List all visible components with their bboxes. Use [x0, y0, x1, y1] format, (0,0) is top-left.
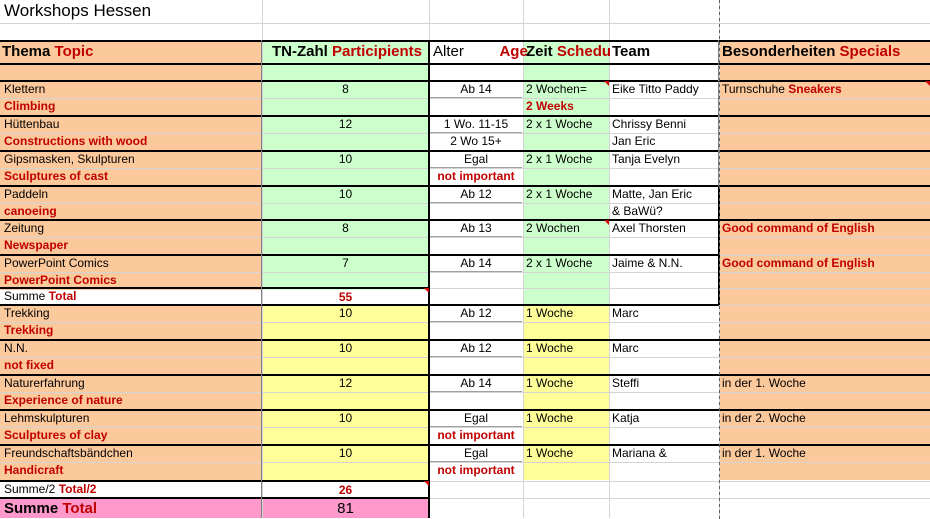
- page-break-line: [719, 330, 720, 333]
- time-value: 1 Woche: [526, 306, 574, 320]
- page-break-line: [719, 390, 720, 393]
- page-break-line: [719, 378, 720, 381]
- page-break-line: [719, 108, 720, 111]
- special-en: Sneakers: [784, 82, 842, 96]
- special-value: [722, 446, 928, 462]
- header-de: Alter: [433, 43, 464, 60]
- page-break-line: [719, 288, 720, 291]
- page-break-line: [719, 342, 720, 345]
- page-break-line: [719, 438, 720, 441]
- page-break-line: [719, 216, 720, 219]
- page-break-line: [719, 192, 720, 195]
- time-value: 2 Wochen=: [526, 82, 587, 96]
- page-break-line: [719, 204, 720, 207]
- special-value: [722, 221, 928, 237]
- grand-total-value: 81: [337, 500, 354, 517]
- page-break-line: [719, 96, 720, 99]
- team-value: Chrissy Benni: [612, 117, 687, 131]
- page-break-line: [719, 336, 720, 339]
- page-break-line: [719, 114, 720, 117]
- page-break-line: [719, 54, 720, 57]
- page-break-line: [719, 420, 720, 423]
- age-value: Ab 12: [460, 306, 492, 320]
- total-value: 26: [338, 483, 353, 497]
- page-break-line: [719, 264, 720, 267]
- page-break-line: [719, 234, 720, 237]
- page-break-line: [719, 294, 720, 297]
- participants-count: 12: [338, 117, 353, 131]
- age-value: Egal: [463, 152, 489, 166]
- page-break-line: [719, 150, 720, 153]
- spacer-fill: [0, 64, 262, 81]
- page-break-line: [719, 222, 720, 225]
- topic-de: Hüttenbau: [4, 117, 60, 131]
- comment-indicator-icon[interactable]: [424, 481, 429, 486]
- time-value: 2 x 1 Woche: [526, 187, 593, 201]
- sheet-title: Workshops Hessen: [4, 1, 152, 20]
- page-break-line: [719, 282, 720, 285]
- team-value: Matte, Jan Eric: [612, 187, 693, 201]
- grand-total-label-cell: [4, 499, 260, 518]
- header-cell: [722, 42, 928, 62]
- time-value: 2 x 1 Woche: [526, 152, 593, 166]
- team-value: Steffi: [612, 376, 640, 390]
- page-break-line: [719, 12, 720, 15]
- page-break-line: [719, 462, 720, 465]
- page-break-line: [719, 66, 720, 69]
- page-break-line: [719, 36, 720, 39]
- page-break-line: [719, 18, 720, 21]
- header-cell: [526, 42, 612, 62]
- page-break-line: [719, 432, 720, 435]
- header-de: Besonderheiten: [722, 43, 836, 60]
- header-en: Schedu: [552, 43, 612, 60]
- page-break-line: [719, 384, 720, 387]
- page-break-line: [719, 120, 720, 123]
- page-break-line: [719, 186, 720, 189]
- age-value: Egal: [463, 411, 489, 425]
- page-break-line: [719, 6, 720, 9]
- total-label-cell: [4, 482, 260, 497]
- special-de: in der 1. Woche: [722, 376, 806, 390]
- comment-indicator-icon[interactable]: [424, 288, 429, 293]
- topic-de: Gipsmasken, Skulpturen: [4, 152, 135, 166]
- page-break-line: [719, 504, 720, 507]
- time-value: 1 Woche: [526, 376, 574, 390]
- header-de: Zeit: [526, 43, 553, 60]
- topic-de: Lehmskulpturen: [4, 411, 90, 425]
- page-break-line: [719, 48, 720, 51]
- page-break-line: [719, 0, 720, 3]
- time-value: 1 Woche: [526, 411, 574, 425]
- participants-count: 10: [338, 341, 353, 355]
- header-en: Participients: [327, 43, 423, 60]
- header-de: Team: [612, 43, 651, 60]
- page-break-line: [719, 468, 720, 471]
- page-break-line: [719, 168, 720, 171]
- header-en: Specials: [835, 43, 901, 60]
- topic-de: Paddeln: [4, 187, 49, 201]
- row-border: [719, 115, 930, 117]
- page-break-line: [719, 228, 720, 231]
- page-break-line: [719, 258, 720, 261]
- age-value: Ab 14: [460, 82, 492, 96]
- special-de: Turnschuhe: [722, 82, 785, 96]
- page-break-line: [719, 210, 720, 213]
- page-break-line: [719, 396, 720, 399]
- age-value: Ab 12: [460, 187, 492, 201]
- participants-count: 10: [338, 187, 353, 201]
- total-label-en: Total: [45, 289, 77, 303]
- special-value: [722, 256, 928, 272]
- page-break-line: [719, 414, 720, 417]
- total-value: 55: [338, 290, 353, 304]
- grid-line: [609, 0, 610, 518]
- page-break-line: [719, 84, 720, 87]
- comment-indicator-icon[interactable]: [604, 220, 609, 225]
- page-break-line: [719, 276, 720, 279]
- page-break-line: [719, 270, 720, 273]
- page-break-line: [719, 132, 720, 135]
- page-break-line: [719, 240, 720, 243]
- participants-count: 8: [342, 82, 349, 96]
- page-break-line: [719, 366, 720, 369]
- topic-en: Trekking: [4, 323, 54, 337]
- grid-line: [0, 23, 930, 24]
- total-label-en: Total/2: [55, 482, 97, 496]
- grid-line: [523, 0, 524, 518]
- page-break-line: [719, 198, 720, 201]
- special-en: Good command of English: [722, 221, 875, 235]
- page-break-line: [719, 144, 720, 147]
- special-value: [722, 411, 928, 427]
- header-en: Age: [495, 43, 528, 60]
- topic-en: Experience of nature: [4, 393, 123, 407]
- page-break-line: [719, 456, 720, 459]
- age-value: Ab 12: [460, 341, 492, 355]
- team-value: Marc: [612, 341, 639, 355]
- topic-en: Climbing: [4, 99, 56, 113]
- participants-count: 10: [338, 446, 353, 460]
- total-label: Summe/2: [4, 482, 56, 496]
- comment-indicator-icon[interactable]: [604, 81, 609, 86]
- team-value: Marc: [612, 306, 639, 320]
- header-bottom-border: [0, 63, 930, 65]
- age-value: Ab 13: [460, 221, 492, 235]
- topic-de: Freundschaftsbändchen: [4, 446, 133, 460]
- page-break-line: [719, 408, 720, 411]
- participants-count: 7: [342, 256, 349, 270]
- page-break-line: [719, 180, 720, 183]
- topic-de: N.N.: [4, 341, 28, 355]
- topic-en: Sculptures of cast: [4, 169, 109, 183]
- time-value: 1 Woche: [526, 341, 574, 355]
- age-value: 1 Wo. 11-15: [443, 117, 509, 131]
- team-value: Katja: [612, 411, 640, 425]
- team-value-2: & BaWü?: [612, 204, 663, 218]
- page-break-line: [719, 372, 720, 375]
- page-break-line: [719, 24, 720, 27]
- page-break-line: [719, 60, 720, 63]
- participants-count: 10: [338, 306, 353, 320]
- header-de: TN-Zahl: [271, 43, 328, 60]
- page-break-line: [719, 306, 720, 309]
- page-break-line: [719, 348, 720, 351]
- age-value-2: not important: [437, 169, 515, 183]
- team-value: Tanja Evelyn: [612, 152, 681, 166]
- topic-en: PowerPoint Comics: [4, 273, 117, 287]
- header-cell: [433, 42, 528, 62]
- team-value: Axel Thorsten: [612, 221, 686, 235]
- page-break-line: [719, 156, 720, 159]
- participants-count: 10: [338, 411, 353, 425]
- page-break-line: [719, 324, 720, 327]
- page-break-line: [719, 360, 720, 363]
- time-value: 2 x 1 Woche: [526, 117, 593, 131]
- page-break-line: [719, 246, 720, 249]
- page-break-line: [719, 138, 720, 141]
- header-cell: [612, 42, 718, 62]
- age-value: Ab 14: [460, 256, 492, 270]
- participants-count: 8: [342, 221, 349, 235]
- page-break-line: [719, 510, 720, 513]
- page-break-line: [719, 480, 720, 483]
- page-break-line: [719, 90, 720, 93]
- topic-en: Newspaper: [4, 238, 69, 252]
- header-en: Topic: [50, 43, 94, 60]
- page-break-line: [719, 126, 720, 129]
- page-break-line: [719, 102, 720, 105]
- page-break-line: [719, 78, 720, 81]
- age-value-2: 2 Wo 15+: [450, 134, 502, 148]
- topic-de: Trekking: [4, 306, 50, 320]
- page-break-line: [719, 426, 720, 429]
- page-break-line: [719, 174, 720, 177]
- page-break-line: [719, 312, 720, 315]
- topic-en: not fixed: [4, 358, 54, 372]
- page-break-line: [719, 474, 720, 477]
- row-border: [719, 150, 930, 152]
- topic-de: Naturerfahrung: [4, 376, 85, 390]
- topic-de: Klettern: [4, 82, 46, 96]
- page-break-line: [719, 354, 720, 357]
- grand-total-label: Summe: [4, 500, 59, 517]
- age-value: Ab 14: [460, 376, 492, 390]
- topic-de: Zeitung: [4, 221, 45, 235]
- participants-count: 10: [338, 152, 353, 166]
- participants-count: 12: [338, 376, 353, 390]
- team-value: Eike Titto Paddy: [612, 82, 699, 96]
- team-value: Mariana &: [612, 446, 667, 460]
- topic-en: Handicraft: [4, 463, 64, 477]
- topic-en: Sculptures of clay: [4, 428, 108, 442]
- page-break-line: [719, 492, 720, 495]
- spacer-fill: [523, 64, 609, 81]
- age-value-2: not important: [437, 463, 515, 477]
- row-border: [719, 185, 930, 187]
- page-break-line: [719, 402, 720, 405]
- header-cell: [266, 42, 428, 62]
- age-value: Egal: [463, 446, 489, 460]
- comment-indicator-icon[interactable]: [925, 81, 930, 86]
- time-value: 1 Woche: [526, 446, 574, 460]
- team-value-2: Jan Eric: [612, 134, 656, 148]
- page-break-line: [719, 72, 720, 75]
- time-value: 2 Wochen: [526, 221, 580, 235]
- special-en: Good command of English: [722, 256, 875, 270]
- page-break-line: [719, 300, 720, 303]
- topic-en: canoeing: [4, 204, 57, 218]
- total-label: Summe: [4, 289, 46, 303]
- page-break-line: [719, 30, 720, 33]
- page-break-line: [719, 450, 720, 453]
- page-break-line: [719, 498, 720, 501]
- special-de: in der 2. Woche: [722, 411, 806, 425]
- page-break-line: [719, 486, 720, 489]
- special-de: in der 1. Woche: [722, 446, 806, 460]
- header-cell: [2, 42, 260, 62]
- time-value-2: 2 Weeks: [526, 99, 574, 113]
- total-label-cell: [4, 289, 260, 304]
- grand-total-label-en: Total: [58, 500, 98, 517]
- page-break-line: [719, 252, 720, 255]
- time-value: 2 x 1 Woche: [526, 256, 593, 270]
- spacer-fill: [719, 64, 930, 81]
- spacer-fill: [262, 64, 429, 81]
- page-break-line: [719, 42, 720, 45]
- special-value: [722, 376, 928, 392]
- team-value: Jaime & N.N.: [612, 256, 683, 270]
- age-value-2: not important: [437, 428, 515, 442]
- topic-en: Constructions with wood: [4, 134, 148, 148]
- topic-de: PowerPoint Comics: [4, 256, 109, 270]
- special-value: [722, 82, 928, 98]
- row-time-fill: [523, 288, 609, 305]
- page-break-line: [719, 444, 720, 447]
- page-break-line: [719, 318, 720, 321]
- page-break-line: [719, 162, 720, 165]
- row-specials-fill: [719, 288, 930, 305]
- header-de: Thema: [2, 43, 51, 60]
